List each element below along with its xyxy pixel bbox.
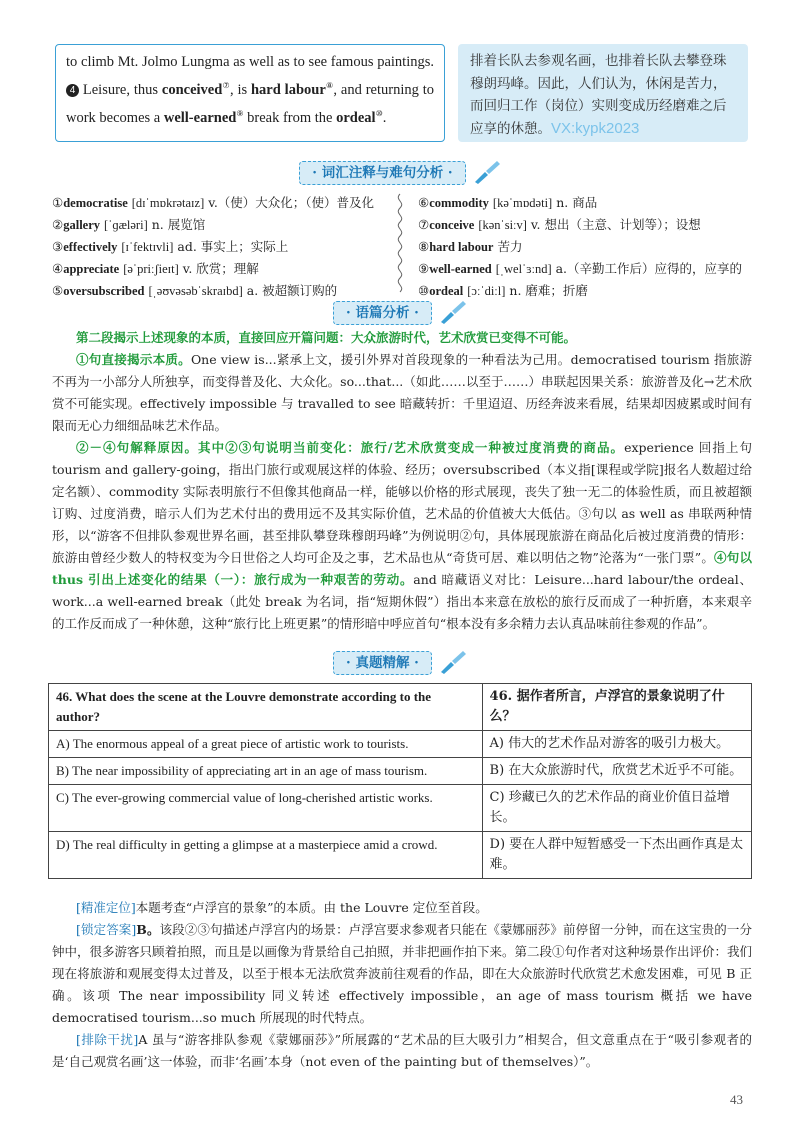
vocab-item: ①democratise [dɪˈmɒkrətaɪz] v.（使）大众化；（使）普及化	[52, 195, 375, 210]
section-title-analysis: · 语篇分析 ·	[333, 301, 432, 325]
analysis-paragraph-1	[52, 327, 752, 635]
term-well-earned: well-earned	[163, 109, 237, 126]
brush-icon	[439, 300, 467, 324]
vocab-term: hard labour	[429, 240, 494, 254]
vocab-definition: ad. 事实上；实际上	[177, 239, 289, 254]
vocab-item: ⑤oversubscribed [ˌəʊvəsəbˈskraɪbd] a. 被超额订购的	[52, 283, 338, 298]
vocab-term: well-earned	[429, 262, 492, 276]
passage-translation: 排着长队去参观名画，也排着长队去攀登珠穆朗玛峰。因此，人们认为，休闲是苦力，而回归工作（岗位）实则变成历经磨难之后应享的休憩。	[470, 53, 727, 137]
section-header-exam	[0, 650, 800, 676]
table-row	[49, 758, 752, 785]
vocab-definition: v.（使）大众化；（使）普及化	[208, 195, 375, 210]
section-header-vocab	[0, 160, 800, 186]
vocab-definition: v. 想出（主意、计划等）；设想	[530, 217, 701, 232]
section-header-analysis	[0, 300, 800, 326]
option-b-en: B) The near impossibility of appreciating art in an age of mass tourism.	[49, 758, 483, 785]
vocab-term: appreciate	[63, 262, 120, 276]
watermark: VX:kypk2023	[551, 119, 640, 137]
answer-letter: B。	[136, 922, 160, 937]
passage-english-box: to climb Mt. Jolmo Lungma as well as to see famous paintings. 4 Leisure, thus conceived⑦, is hard labour⑧, and returning to work becomes a well-earned⑨ break from the ordeal⑩.	[55, 44, 445, 142]
vocab-column-left	[52, 192, 392, 302]
vocab-term: commodity	[429, 196, 489, 210]
analysis-heading: 第二段揭示上述现象的本质，直接回应开篇问题：大众旅游时代，艺术欣赏已变得不可能。	[76, 330, 577, 345]
vocab-definition: n. 展览馆	[151, 217, 206, 232]
option-b-zh: B) 在大众旅游时代，欣赏艺术近乎不可能。	[482, 758, 751, 785]
question-table	[48, 683, 752, 879]
vocab-term: oversubscribed	[63, 284, 145, 298]
vocab-term: ordeal	[429, 284, 464, 298]
vocab-phonetic: [ˌwelˈɜːnd]	[495, 262, 552, 276]
vocab-phonetic: [dɪˈmɒkrətaɪz]	[131, 196, 205, 210]
analysis-sentences-2-4: ②－④句解释原因。其中②③句说明当前变化：旅行/艺术欣赏变成一种被过度消费的商品。experience 回指上句 tourism and gallery-going，指出门旅行或观展这样的体验、经历；oversubscribed（本义指[课程或学院]报名人数超过给定名额）、commodity 实际表明旅行不但像其他商品一样，能够以价格的形式展现，丧失了独一无二的体验性质，而且被超额订购、过度消费，暗示人们为艺术付出的费用远不及其实际价值，艺术品的价值被大大低估。③句以 as well as 串联两种情形，以“游客不但排队参观世界名画，甚至排队攀登珠穆朗玛峰”为例说明②句，具体展现旅游在商品化后被过度消费的情形：旅游由曾经少数人的特权变为今日世俗之人均可企及之事，艺术品也从“奇货可居、难以明估之物”沦落为“一张门票”。④句以 thus 引出上述变化的结果（一）：旅行成为一种艰苦的劳动。and 暗藏语义对比：Leisure...hard labour/the ordeal、work...a well-earned break（此处 break 为名词，指“短期休假”）指出本来意在放松的旅行反而成了一种折磨，本来艰辛的工作反而成了一种休憩，这种“旅行比上班更累”的情形暗中呼应首句“根本没有多余精力去认真品味前往参观的作品”。	[52, 440, 753, 631]
vocab-phonetic: [ˌəʊvəsəbˈskraɪbd]	[148, 284, 243, 298]
passage-chinese-box	[458, 44, 748, 142]
vocab-item: ④appreciate [əˈpriːʃieɪt] v. 欣赏；理解	[52, 261, 259, 276]
table-row	[49, 785, 752, 832]
vocab-item: ⑥commodity [kəˈmɒdəti] n. 商品	[418, 195, 598, 210]
explanation-answer: [锁定答案]B。该段②③句描述卢浮宫内的场景：卢浮宫要求参观者只能在《蒙娜丽莎》前停留一分钟，而在这宝贵的一分钟中，很多游客只顾着拍照，而且是以画像为背景给自己拍照，并非把画作拍下来。第二段①句作者对这种场景作出评价：我们现在将旅游和观展变得太过普及，以至于根本无法欣赏奔波前往观看的作品，即在大众旅游时代欣赏艺术愈发困难，可见 B 正确。该项 The near impossibility 同义转述 effectively impossible，an age of mass tourism 概括 we have democratised tourism...so much 所展现的时代特点。	[52, 922, 753, 1025]
vocab-item: ⑧hard labour 苦力	[418, 239, 523, 254]
vocab-item: ⑦conceive [kənˈsiːv] v. 想出（主意、计划等）；设想	[418, 217, 701, 232]
explanation	[52, 897, 752, 1073]
vocab-term: effectively	[63, 240, 118, 254]
page-number: 43	[730, 1092, 743, 1107]
vocab-phonetic: [kənˈsiːv]	[478, 218, 527, 232]
vocab-definition: 苦力	[497, 239, 523, 254]
vocab-phonetic: [əˈpriːʃieɪt]	[123, 262, 179, 276]
question-en: 46. What does the scene at the Louvre demonstrate according to the author?	[49, 684, 483, 731]
vocab-term: democratise	[63, 196, 128, 210]
vocab-column-right	[418, 192, 758, 302]
vocab-phonetic: [ɔːˈdiːl]	[467, 284, 506, 298]
vocab-item: ③effectively [ɪˈfektɪvli] ad. 事实上；实际上	[52, 239, 289, 254]
option-c-zh: C) 珍藏已久的艺术作品的商业价值日益增长。	[482, 785, 751, 832]
brush-icon	[473, 160, 501, 184]
table-row	[49, 731, 752, 758]
vocab-item: ⑩ordeal [ɔːˈdiːl] n. 磨难；折磨	[418, 283, 588, 298]
term-conceived: conceived	[161, 81, 223, 98]
option-d-en: D) The real difficulty in getting a glimpse at a masterpiece amid a crowd.	[49, 832, 483, 879]
option-a-zh: A) 伟大的艺术作品对游客的吸引力极大。	[482, 731, 751, 758]
option-a-en: A) The enormous appeal of a great piece of artistic work to tourists.	[49, 731, 483, 758]
vocab-definition: n. 磨难；折磨	[509, 283, 588, 298]
vocab-definition: a.（辛勤工作后）应得的，应享的	[555, 261, 743, 276]
brush-icon	[439, 650, 467, 674]
spiral-divider	[392, 192, 408, 298]
vocab-definition: v. 欣赏；理解	[182, 261, 259, 276]
vocab-phonetic: [kəˈmɒdəti]	[492, 196, 553, 210]
table-row	[49, 832, 752, 879]
section-title-exam: · 真题精解 ·	[333, 651, 432, 675]
explanation-locate: [精准定位]本题考查“卢浮宫的景象”的本质。由 the Louvre 定位至首段。	[76, 900, 488, 915]
vocab-phonetic: [ˈɡæləri]	[104, 218, 148, 232]
option-c-en: C) The ever-growing commercial value of long-cherished artistic works.	[49, 785, 483, 832]
term-hard-labour: hard labour	[250, 81, 326, 98]
vocab-term: gallery	[63, 218, 101, 232]
section-title-vocab: · 词汇注释与难句分析 ·	[299, 161, 465, 185]
table-row	[49, 684, 752, 731]
analysis-sentence-1: ①句直接揭示本质。One view is...紧承上文，援引外界对首段现象的一种看法为己用。democratised tourism 指旅游不再为一小部分人所独享，而变得普及化、大众化。so...that...（如此……以至于……）串联起因果关系：旅游普及化→艺术欣赏不可能实现。effectively impossible 与 travalled to see 暗藏转折：千里迢迢、历经奔波来看展，结果却因疲累或时间有限而无心力细细品味艺术作品。	[52, 352, 752, 433]
explanation-distractor: [排除干扰]A 虽与“游客排队参观《蒙娜丽莎》”所展露的“艺术品的巨大吸引力”相契合，但文意重点在于“吸引参观者的是‘自己观赏名画’这一体验，而非‘名画’本身（not even of the painting but of themselves）”。	[52, 1032, 752, 1069]
vocab-definition: a. 被超额订购的	[246, 283, 338, 298]
vocab-item: ⑨well-earned [ˌwelˈɜːnd] a.（辛勤工作后）应得的，应享的	[418, 261, 743, 276]
vocab-phonetic: [ɪˈfektɪvli]	[121, 240, 174, 254]
vocab-term: conceive	[429, 218, 475, 232]
vocab-definition: n. 商品	[556, 195, 598, 210]
term-ordeal: ordeal	[336, 109, 376, 126]
vocab-item: ②gallery [ˈɡæləri] n. 展览馆	[52, 217, 206, 232]
question-zh: 46. 据作者所言，卢浮宫的景象说明了什么？	[482, 684, 751, 731]
option-d-zh: D) 要在人群中短暂感受一下杰出画作真是太难。	[482, 832, 751, 879]
sentence-number-badge: 4	[66, 84, 79, 97]
